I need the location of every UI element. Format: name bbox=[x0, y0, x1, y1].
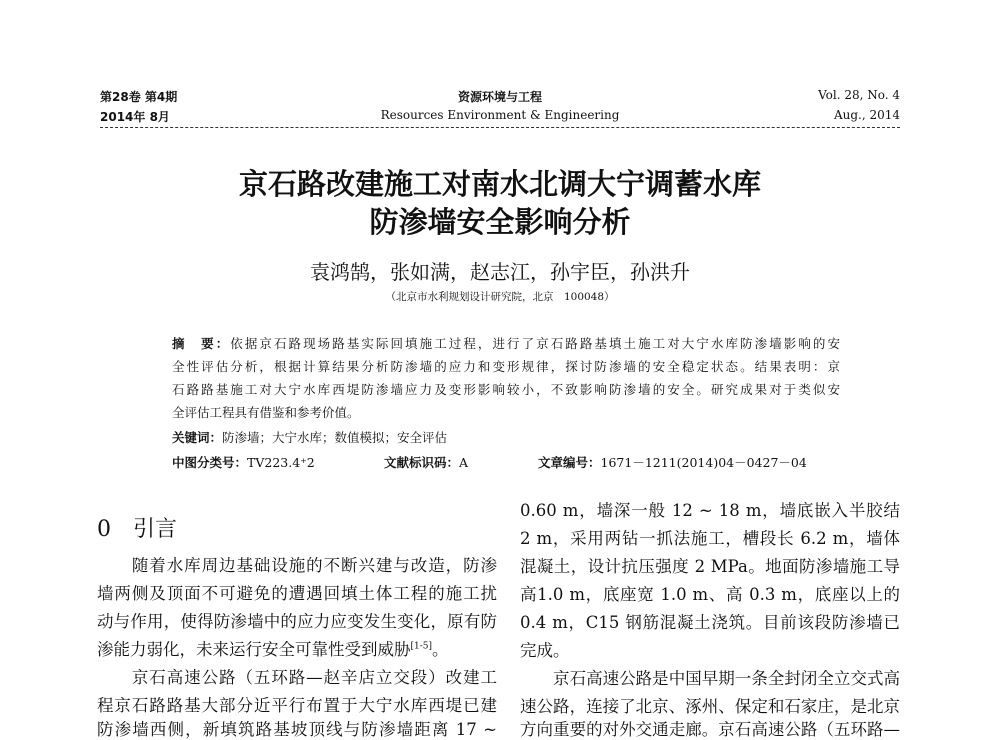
body-line: 混凝土，设计抗压强度 2 MPa。地面防渗墙施工导 bbox=[520, 557, 900, 576]
abstract-line: 摘 要：依据京石路现场路基实际回填施工过程，进行了京石路路基填土施工对大宁水库防渗墙影响的安 bbox=[172, 336, 840, 351]
abstract-line: 石路路基施工对大宁水库西堤防渗墙应力及变形影响较小，不致影响防渗墙的安全。研究成果对于类似安 bbox=[172, 382, 840, 397]
authors: 袁鸿鹄，张如满，赵志江，孙宇臣，孙洪升 bbox=[310, 260, 690, 284]
body-line: 京石高速公路是中国早期一条全封闭全立交式高 bbox=[520, 669, 900, 688]
affiliation: （北京市水利规划设计研究院，北京 100048） bbox=[385, 291, 615, 303]
abstract-line: 全评估工程具有借鉴和参考价值。 bbox=[172, 405, 360, 420]
section-heading: 0 引言 bbox=[97, 517, 177, 542]
volume-issue-cn: 第28卷 第4期 bbox=[100, 90, 178, 104]
title-line-2: 防渗墙安全影响分析 bbox=[369, 205, 631, 239]
body-line: 墙两侧及顶面不可避免的遭遇回填土体工程的施工扰 bbox=[97, 584, 497, 603]
date-cn: 2014年 8月 bbox=[100, 110, 170, 124]
body-line: 高1.0 m，底座宽 1.0 m、高 0.3 m，底座以上的 bbox=[520, 585, 900, 604]
body-line: 渗能力弱化，未来运行安全可靠性受到威胁[1-5]。 bbox=[97, 640, 449, 659]
abstract-label: 摘 要： bbox=[172, 336, 231, 351]
body-line: 程京石路路基大部分近平行布置于大宁水库西堤已建 bbox=[97, 696, 497, 715]
body-line: 0.4 m，C15 钢筋混凝土浇筑。目前该段防渗墙已 bbox=[520, 613, 900, 632]
volume-issue-en: Vol. 28, No. 4 bbox=[818, 88, 900, 102]
body-line: 随着水库周边基础设施的不断兴建与改造，防渗 bbox=[97, 556, 497, 575]
body-line: 0.60 m，墙深一般 12 ~ 18 m，墙底嵌入半胶结 bbox=[520, 501, 900, 520]
journal-name-cn: 资源环境与工程 bbox=[457, 90, 542, 104]
title-line-1: 京石路改建施工对南水北调大宁调蓄水库 bbox=[238, 167, 761, 201]
clc-number: 中图分类号：TV223.4⁺2 bbox=[172, 455, 315, 470]
article-number: 文章编号：1671－1211(2014)04－0427－04 bbox=[538, 455, 807, 470]
document-code: 文献标识码：A bbox=[384, 455, 469, 470]
body-line: 完成。 bbox=[520, 641, 570, 660]
body-line: 速公路，连接了北京、涿州、保定和石家庄，是北京 bbox=[520, 697, 900, 716]
keywords: 关键词：防渗墙；大宁水库；数值模拟；安全评估 bbox=[172, 430, 448, 445]
citation[interactable]: [1-5] bbox=[410, 641, 433, 652]
body-line: 动与作用，使得防渗墙中的应力应变发生变化，原有防 bbox=[97, 612, 497, 631]
body-line: 方向重要的对外交通走廊。京石高速公路（五环路— bbox=[520, 720, 900, 739]
body-line: 防渗墙西侧，新填筑路基坡顶线与防渗墙距离 17 ~ bbox=[97, 720, 497, 739]
journal-name-en: Resources Environment & Engineering bbox=[380, 108, 620, 122]
abstract-line: 全性评估分析，根据计算结果分析防渗墙的应力和变形规律，探讨防渗墙的安全稳定状态。结果表明：京 bbox=[172, 359, 840, 374]
body-line: 2 m，采用两钻一抓法施工，槽段长 6.2 m，墙体 bbox=[520, 529, 900, 548]
body-line: 京石高速公路（五环路—赵辛店立交段）改建工 bbox=[97, 668, 497, 687]
header-rule bbox=[100, 127, 900, 128]
date-en: Aug., 2014 bbox=[833, 108, 900, 122]
